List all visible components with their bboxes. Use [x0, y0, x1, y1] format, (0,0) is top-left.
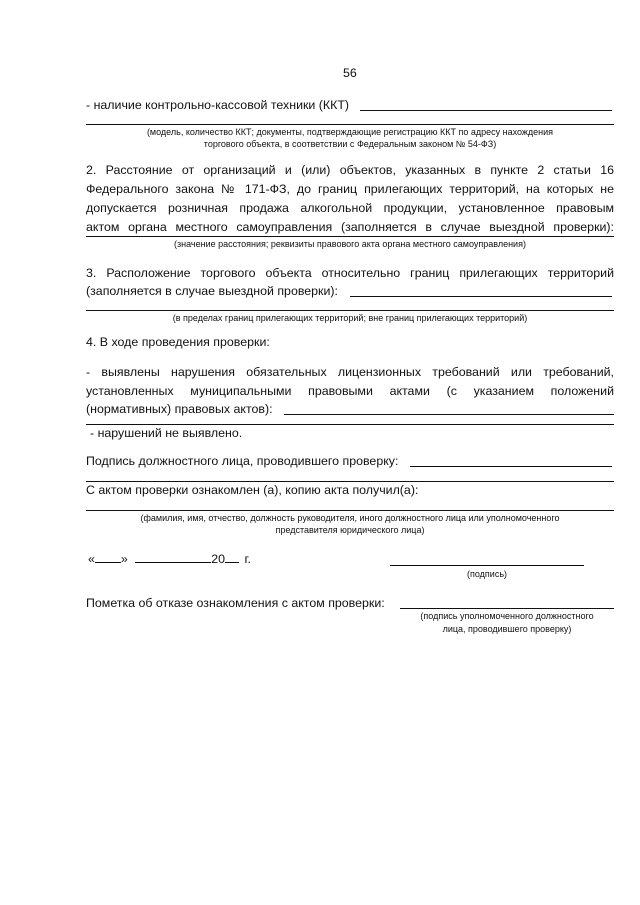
section3-line-2: (заполняется в случае выездной проверки):: [86, 284, 338, 298]
acquainted-caption-1: (фамилия, имя, отчество, должность руководителя, иного должностного лица или уполномоченного: [140, 513, 560, 523]
section2-caption: (значение расстояния; реквизиты правового акта органа местного самоуправления): [174, 239, 526, 249]
section2-line-3: допускается розничная продажа алкогольной продукции, установленное правовым: [86, 201, 614, 215]
date-year-prefix: 20: [211, 552, 226, 566]
section4-line-1: - выявлены нарушения обязательных лицензионных требований или требований,: [86, 365, 614, 379]
date-close-quote: »: [120, 552, 128, 566]
signature-field-line[interactable]: [390, 565, 584, 566]
refusal-label: Пометка об отказе ознакомления с актом проверки:: [86, 596, 385, 610]
kkt-label-text: - наличие контрольно-кассовой техники (ККТ): [86, 98, 350, 112]
date-suffix: г.: [244, 552, 251, 566]
acquainted-caption-2: представителя юридического лица): [275, 525, 425, 535]
inspector-signature-line[interactable]: [410, 466, 612, 467]
refusal-caption-2: лица, проводившего проверку): [442, 624, 572, 634]
page-number: 56: [343, 66, 357, 80]
date-open-quote: «: [88, 552, 95, 566]
kkt-caption-2: торгового объекта, в соответствии с Федеральным законом № 54-ФЗ): [203, 139, 497, 149]
section3-field-line-2[interactable]: [86, 310, 614, 311]
section3-line-1: 3. Расположение торгового объекта относительно границ прилегающих территорий: [86, 266, 614, 280]
refusal-field-line[interactable]: [400, 608, 614, 609]
kkt-label: [86, 96, 349, 115]
section4-heading: 4. В ходе проведения проверки:: [86, 335, 270, 349]
date-row: [88, 550, 251, 569]
kkt-field-line[interactable]: [360, 110, 612, 111]
acquainted-field-line[interactable]: [86, 510, 614, 511]
section4-line-3: (нормативных) правовых актов):: [86, 402, 273, 416]
inspector-signature-label: Подпись должностного лица, проводившего проверку:: [86, 454, 399, 468]
section3-field-line[interactable]: [350, 296, 612, 297]
section4-field-line[interactable]: [284, 414, 614, 415]
section3-caption: (в пределах границ прилегающих территорий; вне границ прилегающих территорий): [172, 313, 528, 323]
date-month-field[interactable]: [135, 550, 211, 563]
section4-line-2: установленных муниципальными правовыми актами (с указанием положений: [86, 384, 614, 398]
kkt-field-line-2[interactable]: [86, 124, 614, 125]
section2-field-line[interactable]: [86, 236, 614, 237]
section4-no-violations: - нарушений не выявлено.: [90, 426, 243, 440]
date-day-field[interactable]: [95, 550, 121, 563]
kkt-caption-1: (модель, количество ККТ; документы, подтверждающие регистрацию ККТ по адресу нахождения: [146, 127, 554, 137]
acquainted-label: С актом проверки ознакомлен (а), копию акта получил(а):: [86, 483, 419, 497]
signature-caption: (подпись): [466, 569, 508, 579]
section2-line-1: 2. Расстояние от организаций и (или) объектов, указанных в пункте 2 статьи 16: [86, 163, 614, 177]
refusal-caption-1: (подпись уполномоченного должностного: [420, 611, 594, 621]
section2-line-2: Федерального закона № 171-ФЗ, до границ прилегающих территорий, на которых не: [86, 182, 614, 196]
date-year-field[interactable]: [225, 550, 239, 563]
section2-line-4: актом органа местного самоуправления (заполняется в случае выездной проверки):: [86, 220, 614, 234]
